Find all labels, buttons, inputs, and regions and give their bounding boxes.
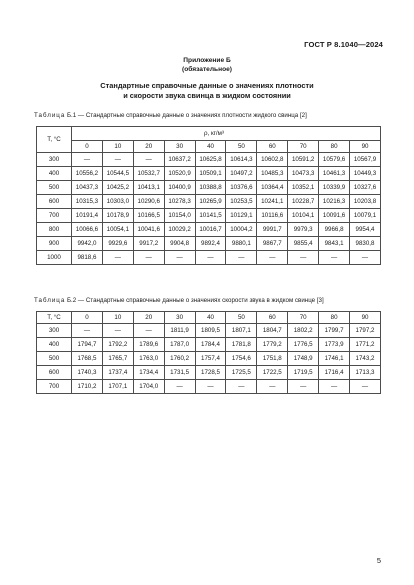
row-header-cell: T, °C [37,312,72,324]
value-cell: 1704,0 [133,380,164,394]
table2-caption [34,297,324,304]
value-cell: — [72,153,103,167]
column-header-cell: 50 [226,141,257,153]
value-cell: 10532,7 [133,167,164,181]
column-header-row [37,312,381,324]
value-cell: — [133,153,164,167]
value-cell: 9942,0 [72,237,103,251]
value-cell: 10265,9 [195,195,226,209]
unit-header-cell: ρ, кг/м³ [72,127,381,141]
value-cell: — [257,380,288,394]
table-row [37,209,381,223]
value-cell: 9929,6 [102,237,133,251]
value-cell: 10191,4 [72,209,103,223]
value-cell: 1737,4 [102,366,133,380]
value-cell: 1725,5 [226,366,257,380]
table-row [37,251,381,265]
value-cell: 10509,1 [195,167,226,181]
table-row [37,181,381,195]
column-header-cell: 80 [319,141,350,153]
appendix-status: (обязательное) [182,66,232,73]
value-cell: 10520,9 [164,167,195,181]
section-title-line1: Стандартные справочные данные о значениях плотности [100,81,314,90]
value-cell: 10228,7 [288,195,319,209]
value-cell: 1722,5 [257,366,288,380]
value-cell: 1784,4 [195,338,226,352]
temperature-cell: 300 [37,324,72,338]
column-header-cell: 20 [133,312,164,324]
value-cell: 10141,5 [195,209,226,223]
value-cell: 1719,5 [288,366,319,380]
sound-speed-table [36,311,381,394]
column-header-cell: 90 [350,312,381,324]
value-cell: 1751,8 [257,352,288,366]
value-cell: 9991,7 [257,223,288,237]
value-cell: 1757,4 [195,352,226,366]
temperature-cell: 1000 [37,251,72,265]
value-cell: — [164,251,195,265]
table-header-row [37,127,381,141]
value-cell: — [133,251,164,265]
value-cell: 10253,5 [226,195,257,209]
standard-number: ГОСТ Р 8.1040—2024 [304,40,383,49]
table2-caption-text: Б.2 — Стандартные справочные данные о значениях скорости звука в жидком свинце [3] [65,297,324,304]
value-cell: — [102,153,133,167]
value-cell: 10497,2 [226,167,257,181]
value-cell: — [133,324,164,338]
value-cell: 9966,8 [319,223,350,237]
value-cell: 10303,0 [102,195,133,209]
value-cell: 10203,8 [350,195,381,209]
value-cell: 9867,7 [257,237,288,251]
value-cell: 9880,1 [226,237,257,251]
value-cell: 1768,5 [72,352,103,366]
column-header-row [37,141,381,153]
column-header-cell: 0 [72,312,103,324]
value-cell: 1807,1 [226,324,257,338]
section-title [0,81,414,100]
value-cell: — [72,324,103,338]
temperature-cell: 300 [37,153,72,167]
value-cell: 1797,2 [350,324,381,338]
value-cell: — [195,380,226,394]
value-cell: 10016,7 [195,223,226,237]
value-cell: 10004,2 [226,223,257,237]
value-cell: 9904,8 [164,237,195,251]
table1-caption [34,112,307,119]
value-cell: 1792,2 [102,338,133,352]
value-cell: 10129,1 [226,209,257,223]
value-cell: 10104,1 [288,209,319,223]
value-cell: 10473,3 [288,167,319,181]
value-cell: 1773,9 [319,338,350,352]
value-cell: 1746,1 [319,352,350,366]
value-cell: 1713,3 [350,366,381,380]
table-row [37,167,381,181]
column-header-cell: 50 [226,312,257,324]
column-header-cell: 30 [164,312,195,324]
table1-caption-text: Б.1 — Стандартные справочные данные о значениях плотности жидкого свинца [2] [65,112,307,119]
value-cell: 1734,4 [133,366,164,380]
column-header-cell: 60 [257,312,288,324]
temperature-cell: 400 [37,338,72,352]
value-cell: 10637,2 [164,153,195,167]
value-cell: 10116,6 [257,209,288,223]
value-cell: 1760,2 [164,352,195,366]
value-cell: 10154,0 [164,209,195,223]
value-cell: 9843,1 [319,237,350,251]
column-header-cell: 10 [102,312,133,324]
value-cell: 1794,7 [72,338,103,352]
value-cell: 10544,5 [102,167,133,181]
temperature-cell: 500 [37,181,72,195]
column-header-cell: 40 [195,312,226,324]
table-row [37,195,381,209]
column-header-cell: 0 [72,141,103,153]
temperature-cell: 800 [37,223,72,237]
value-cell: 1804,7 [257,324,288,338]
value-cell: 1710,2 [72,380,103,394]
temperature-cell: 900 [37,237,72,251]
temperature-cell: 600 [37,366,72,380]
value-cell: 1763,0 [133,352,164,366]
value-cell: — [226,251,257,265]
section-title-line2: и скорости звука свинца в жидком состоянии [123,90,291,100]
page-number: 5 [376,556,381,565]
value-cell: 10339,9 [319,181,350,195]
value-cell: 10567,9 [350,153,381,167]
value-cell: 10290,6 [133,195,164,209]
value-cell: 1787,0 [164,338,195,352]
value-cell: 1811,9 [164,324,195,338]
value-cell: 9954,4 [350,223,381,237]
table-row [37,380,381,394]
value-cell: 10614,3 [226,153,257,167]
value-cell: 10352,1 [288,181,319,195]
value-cell: 10166,5 [133,209,164,223]
value-cell: 10376,6 [226,181,257,195]
value-cell: 10400,9 [164,181,195,195]
value-cell: 10066,6 [72,223,103,237]
table-row [37,237,381,251]
value-cell: — [226,380,257,394]
temperature-cell: 500 [37,352,72,366]
table-row [37,352,381,366]
value-cell: 10216,3 [319,195,350,209]
value-cell: — [319,380,350,394]
value-cell: 1728,5 [195,366,226,380]
density-table [36,126,381,265]
value-cell: 1799,7 [319,324,350,338]
table-row [37,338,381,352]
value-cell: 1731,5 [164,366,195,380]
column-header-cell: 20 [133,141,164,153]
value-cell: — [257,251,288,265]
table-row [37,366,381,380]
value-cell: 1776,5 [288,338,319,352]
value-cell: — [102,251,133,265]
column-header-cell: 10 [102,141,133,153]
value-cell: 10315,3 [72,195,103,209]
value-cell: 10625,8 [195,153,226,167]
value-cell: 10029,2 [164,223,195,237]
value-cell: 10485,3 [257,167,288,181]
value-cell: 1789,6 [133,338,164,352]
appendix-title [0,56,414,74]
temperature-cell: 400 [37,167,72,181]
value-cell: 1716,4 [319,366,350,380]
value-cell: 10461,3 [319,167,350,181]
value-cell: — [319,251,350,265]
column-header-cell: 60 [257,141,288,153]
value-cell: — [102,324,133,338]
table1-caption-prefix: Таблица [34,112,66,119]
value-cell: 10449,3 [350,167,381,181]
value-cell: 9979,3 [288,223,319,237]
value-cell: 10364,4 [257,181,288,195]
value-cell: 1781,8 [226,338,257,352]
value-cell: 9892,4 [195,237,226,251]
value-cell: 1743,2 [350,352,381,366]
table-row [37,223,381,237]
value-cell: 10425,2 [102,181,133,195]
value-cell: 9830,8 [350,237,381,251]
value-cell: 1779,2 [257,338,288,352]
value-cell: 1809,5 [195,324,226,338]
value-cell: 1707,1 [102,380,133,394]
value-cell: — [164,380,195,394]
row-header-cell: T, °C [37,127,72,153]
value-cell: 9855,4 [288,237,319,251]
table-row [37,324,381,338]
appendix-label: Приложение Б [183,57,231,64]
column-header-cell: 90 [350,141,381,153]
temperature-cell: 700 [37,380,72,394]
value-cell: 10437,3 [72,181,103,195]
value-cell: 1802,2 [288,324,319,338]
table-row [37,153,381,167]
table2-caption-prefix: Таблица [34,297,66,304]
value-cell: 1754,6 [226,352,257,366]
value-cell: — [350,380,381,394]
value-cell: 10278,3 [164,195,195,209]
value-cell: — [350,251,381,265]
column-header-cell: 70 [288,312,319,324]
value-cell: — [195,251,226,265]
value-cell: 1748,9 [288,352,319,366]
value-cell: 10388,8 [195,181,226,195]
value-cell: 10591,2 [288,153,319,167]
column-header-cell: 40 [195,141,226,153]
value-cell: 10091,6 [319,209,350,223]
value-cell: 1765,7 [102,352,133,366]
value-cell: 9818,6 [72,251,103,265]
value-cell: 10327,6 [350,181,381,195]
value-cell: 10602,8 [257,153,288,167]
value-cell: 10079,1 [350,209,381,223]
value-cell: 10413,1 [133,181,164,195]
value-cell: 10041,6 [133,223,164,237]
column-header-cell: 80 [319,312,350,324]
temperature-cell: 600 [37,195,72,209]
value-cell: 1771,2 [350,338,381,352]
value-cell: 10556,2 [72,167,103,181]
temperature-cell: 700 [37,209,72,223]
value-cell: — [288,251,319,265]
value-cell: 10241,1 [257,195,288,209]
value-cell: 10054,1 [102,223,133,237]
value-cell: — [288,380,319,394]
value-cell: 10579,6 [319,153,350,167]
column-header-cell: 30 [164,141,195,153]
value-cell: 1740,3 [72,366,103,380]
column-header-cell: 70 [288,141,319,153]
value-cell: 10178,9 [102,209,133,223]
value-cell: 9917,2 [133,237,164,251]
